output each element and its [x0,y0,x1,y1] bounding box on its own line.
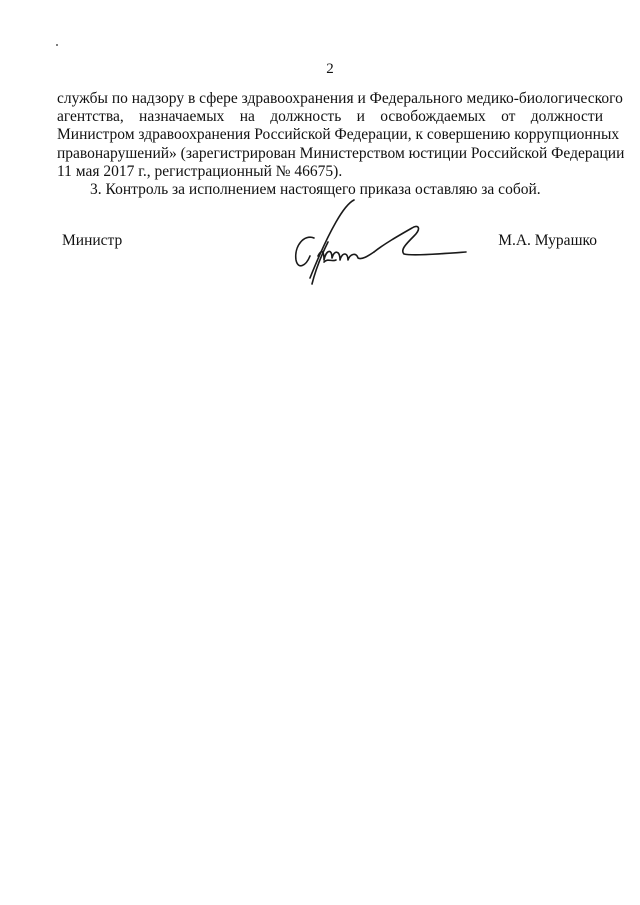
scan-speck [56,44,58,46]
text-line: 11 мая 2017 г., регистрационный № 46675). [57,162,343,180]
paragraph-item-3: 3. Контроль за исполнением настоящего приказа оставляю за собой. [90,181,541,199]
page-number: 2 [326,61,334,77]
text-line: правонарушений» (зарегистрирован Министерством юстиции Российской Федерации [57,144,625,162]
signature-row [0,232,640,272]
signatory-title: Министр [62,232,123,249]
signatory-name: М.А. Мурашко [498,232,597,249]
text-line: Министром здравоохранения Российской Федерации, к совершению коррупционных [57,126,620,144]
body-text [57,90,625,199]
paragraph-continuation [57,90,625,181]
text-line: службы по надзору в сфере здравоохранения и Федерального медико-биологического [57,90,623,107]
text-line: агентства, назначаемых на должность и освобождаемых от должности [57,108,603,126]
